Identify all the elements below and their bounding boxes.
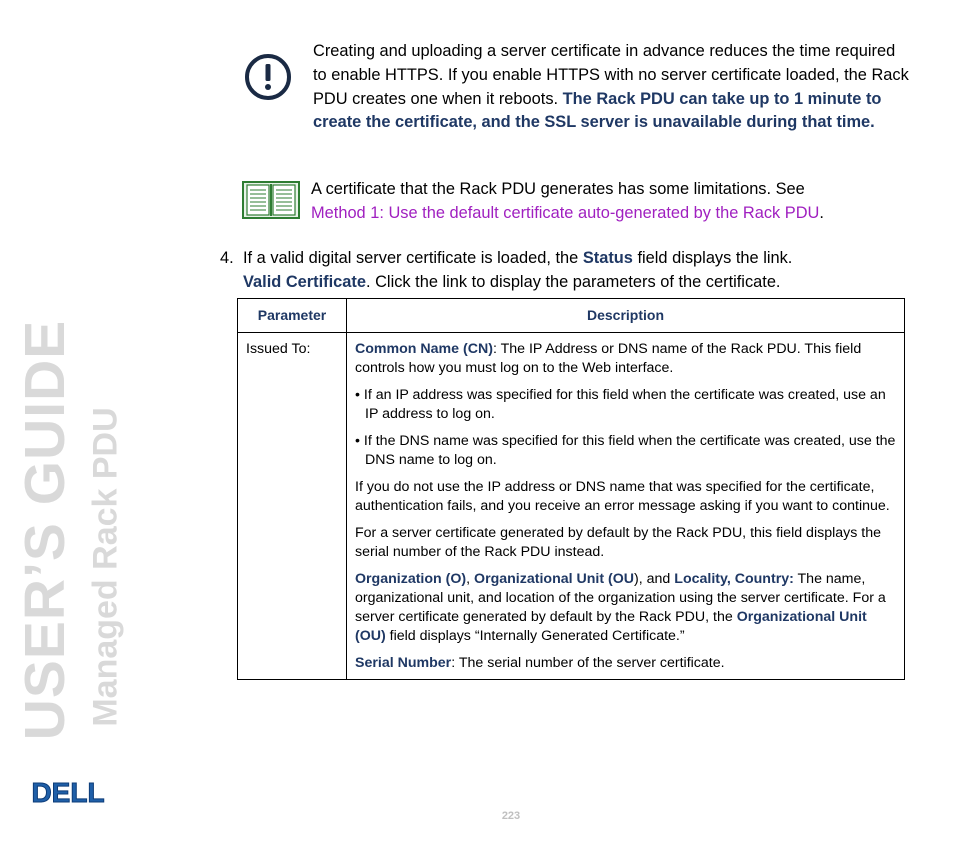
- serial-default-paragraph: For a server certificate generated by default by the Rack PDU, this field displays the serial number of the Rack PDU instead.: [355, 525, 881, 560]
- sidebar-watermark: [0, 0, 140, 854]
- organization-paragraph: [355, 570, 896, 646]
- sep2: ), and: [634, 571, 675, 587]
- locality-label: Locality, Country:: [674, 571, 794, 587]
- cn-label: Common Name (CN): [355, 341, 493, 357]
- auth-paragraph: If you do not use the IP address or DNS name that was specified for the certificate, authentication fails, and you receive an error message asking if you want to continue.: [355, 479, 890, 514]
- guide-subtitle: Managed Rack PDU: [86, 407, 125, 727]
- header-description: Description: [347, 299, 905, 333]
- exclamation-icon: [244, 53, 292, 106]
- important-note-emphasis: The Rack PDU can take up to 1 minute to create the certificate, and the SSL server is unavailable during that time.: [313, 89, 882, 132]
- parameter-cell: Issued To:: [238, 333, 347, 680]
- reference-note-text: A certificate that the Rack PDU generates has some limitations. See: [311, 180, 805, 198]
- ou-label: Organizational Unit (OU: [474, 571, 635, 587]
- dell-logo-icon: [24, 777, 112, 807]
- page-number: 223: [501, 810, 521, 822]
- org-text: The name, organizational unit, and location of the organization using the server certificate. For a server certificate generated by default by the Rack PDU, the: [355, 571, 886, 625]
- org-label: Organization (O): [355, 571, 467, 587]
- reference-note-period: .: [819, 203, 824, 222]
- reference-note: [311, 178, 911, 226]
- description-cell: [347, 333, 905, 680]
- ou-label-2: Organizational Unit (OU): [355, 609, 867, 644]
- step-text-b: field displays the link.: [637, 249, 793, 267]
- bullet-list: [355, 386, 896, 470]
- dell-logo: [24, 777, 112, 812]
- cn-paragraph: [355, 340, 896, 378]
- certificate-parameters-table: [237, 298, 905, 680]
- header-parameter: Parameter: [238, 299, 347, 333]
- valid-certificate-link[interactable]: Valid Certificate: [243, 273, 366, 291]
- book-icon: [242, 181, 300, 224]
- important-note: [313, 40, 913, 135]
- status-field-label: Status: [582, 249, 633, 267]
- step-4: [220, 246, 910, 294]
- org-text-2: field displays “Internally Generated Certificate.”: [385, 628, 685, 644]
- table-header-row: [238, 299, 905, 333]
- method1-link[interactable]: Method 1: Use the default certificate auto-generated by the Rack PDU: [311, 203, 820, 222]
- cn-text: : The IP Address or DNS name of the Rack PDU. This field controls how you must log on to the Web interface.: [355, 341, 862, 376]
- important-note-text: Creating and uploading a server certificate in advance reduces the time required to enable HTTPS. If you enable HTTPS with no server certificate loaded, the Rack PDU creates one when it reboots.: [313, 42, 909, 108]
- svg-text:DELL: DELL: [31, 777, 105, 807]
- step-text-c: . Click the link to display the parameters of the certificate.: [365, 273, 781, 291]
- sep1: ,: [466, 571, 475, 587]
- serial-paragraph: [355, 654, 896, 673]
- table-row: [238, 333, 905, 680]
- step-number: 4.: [220, 249, 234, 267]
- list-item: • If an IP address was specified for this field when the certificate was created, use an IP address to log on.: [355, 387, 886, 422]
- serial-text: : The serial number of the server certificate.: [451, 655, 725, 671]
- serial-label: Serial Number: [355, 655, 452, 671]
- list-item: • If the DNS name was specified for this field when the certificate was created, use the DNS name to log on.: [355, 433, 896, 468]
- step-text-a: If a valid digital server certificate is loaded, the: [243, 249, 579, 267]
- guide-title: USER’S GUIDE: [13, 319, 77, 741]
